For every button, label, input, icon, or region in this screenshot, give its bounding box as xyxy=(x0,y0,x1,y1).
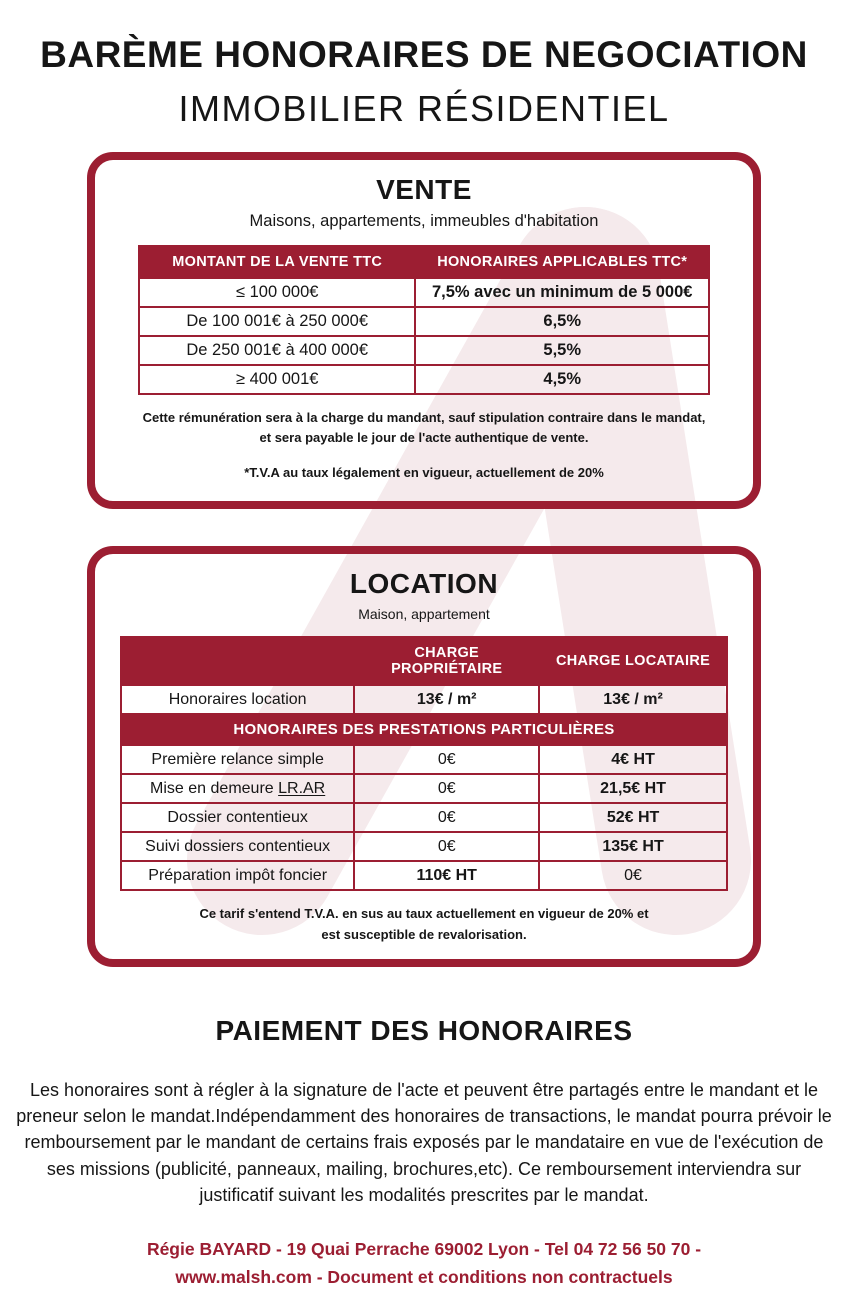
document xyxy=(0,34,848,1291)
location-table-header-row xyxy=(121,637,727,685)
location-section xyxy=(87,546,761,966)
location-locataire-cell: 13€ / m² xyxy=(539,685,727,714)
page-title: BARÈME HONORAIRES DE NEGOCIATION xyxy=(40,34,808,75)
location-note-line1: Ce tarif s'entend T.V.A. en sus au taux actuellement en vigueur de 20% et xyxy=(199,906,649,922)
vente-note-line1: Cette rémunération sera à la charge du mandant, sauf stipulation contraire dans le mandat, xyxy=(142,410,706,425)
location-label-cell xyxy=(121,774,354,803)
location-table xyxy=(120,636,728,891)
location-locataire-cell: 0€ xyxy=(539,861,727,890)
vente-subheading: Maisons, appartements, immeubles d'habitation xyxy=(249,212,599,230)
table-row xyxy=(139,365,709,394)
page-subtitle: IMMOBILIER RÉSIDENTIEL xyxy=(178,88,670,129)
vente-honoraires-cell: 5,5% xyxy=(415,336,709,365)
table-row xyxy=(121,803,727,832)
table-row xyxy=(121,774,727,803)
paiement-heading: PAIEMENT DES HONORAIRES xyxy=(215,1014,633,1046)
location-locataire-cell: 4€ HT xyxy=(539,745,727,774)
footer-line2: www.malsh.com - Document et conditions non contractuels xyxy=(175,1267,673,1288)
table-row xyxy=(121,861,727,890)
location-label-cell: Suivi dossiers contentieux xyxy=(121,832,354,861)
location-label-cell: Préparation impôt foncier xyxy=(121,861,354,890)
vente-tva-note: *T.V.A au taux légalement en vigueur, actuellement de 20% xyxy=(244,465,604,481)
location-note-line2: est susceptible de revalorisation. xyxy=(321,926,527,942)
location-proprietaire-cell: 0€ xyxy=(354,803,539,832)
vente-montant-cell: ≤ 100 000€ xyxy=(139,278,415,307)
location-proprietaire-cell: 110€ HT xyxy=(354,861,539,890)
location-note xyxy=(115,904,733,944)
vente-heading: VENTE xyxy=(376,174,472,205)
location-locataire-cell: 135€ HT xyxy=(539,832,727,861)
location-locataire-cell: 21,5€ HT xyxy=(539,774,727,803)
label-text: Mise en demeure xyxy=(150,779,279,797)
location-heading: LOCATION xyxy=(349,568,499,600)
location-label-cell: Première relance simple xyxy=(121,745,354,774)
vente-section xyxy=(87,152,761,509)
footer-line1: Régie BAYARD - 19 Quai Perrache 69002 Lyon - Tel 04 72 56 50 70 - xyxy=(146,1239,702,1260)
location-proprietaire-cell: 13€ / m² xyxy=(354,685,539,714)
vente-honoraires-cell: 6,5% xyxy=(415,307,709,336)
vente-montant-cell: ≥ 400 001€ xyxy=(139,365,415,394)
vente-honoraires-cell: 4,5% xyxy=(415,365,709,394)
location-col-empty-header xyxy=(121,637,354,685)
footer-contact xyxy=(0,1235,848,1291)
vente-note xyxy=(115,408,733,448)
location-label-cell: Dossier contentieux xyxy=(121,803,354,832)
location-proprietaire-cell: 0€ xyxy=(354,774,539,803)
lrar-underlined-text: LR.AR xyxy=(278,779,326,797)
table-row xyxy=(139,336,709,365)
table-row xyxy=(121,685,727,714)
table-row xyxy=(121,745,727,774)
location-label-cell: Honoraires location xyxy=(121,685,354,714)
location-col-locataire-header: CHARGE LOCATAIRE xyxy=(539,637,727,685)
vente-montant-cell: De 250 001€ à 400 000€ xyxy=(139,336,415,365)
table-row xyxy=(139,278,709,307)
location-locataire-cell: 52€ HT xyxy=(539,803,727,832)
vente-table-header-row xyxy=(139,246,709,278)
vente-honoraires-cell: 7,5% avec un minimum de 5 000€ xyxy=(415,278,709,307)
vente-col-montant-header: MONTANT DE LA VENTE TTC xyxy=(139,246,415,278)
vente-table xyxy=(138,245,710,395)
table-row xyxy=(139,307,709,336)
table-section-row xyxy=(121,714,727,745)
vente-note-line2: et sera payable le jour de l'acte authentique de vente. xyxy=(259,430,589,446)
location-col-proprietaire-header: CHARGE PROPRIÉTAIRE xyxy=(354,637,539,685)
paiement-body: Les honoraires sont à régler à la signature de l'acte et peuvent être partagés entre le mandant et le preneur selon le mandat.Indépendamment des honoraires de transactions, le mandat pourra prévoir le remboursement par le mandant de certains frais exposés par le mandataire en vue de l'exécution de ses missions (publicité, panneaux, mailing, brochures,etc). Ce remboursement interviendra sur justificatif suivant les modalités prescrites par le mandat. xyxy=(16,1079,832,1205)
prestations-section-header: HONORAIRES DES PRESTATIONS PARTICULIÈRES xyxy=(121,714,727,745)
vente-montant-cell: De 100 001€ à 250 000€ xyxy=(139,307,415,336)
location-proprietaire-cell: 0€ xyxy=(354,832,539,861)
table-row xyxy=(121,832,727,861)
vente-col-honoraires-header: HONORAIRES APPLICABLES TTC* xyxy=(415,246,709,278)
location-proprietaire-cell: 0€ xyxy=(354,745,539,774)
location-subheading: Maison, appartement xyxy=(358,606,490,623)
